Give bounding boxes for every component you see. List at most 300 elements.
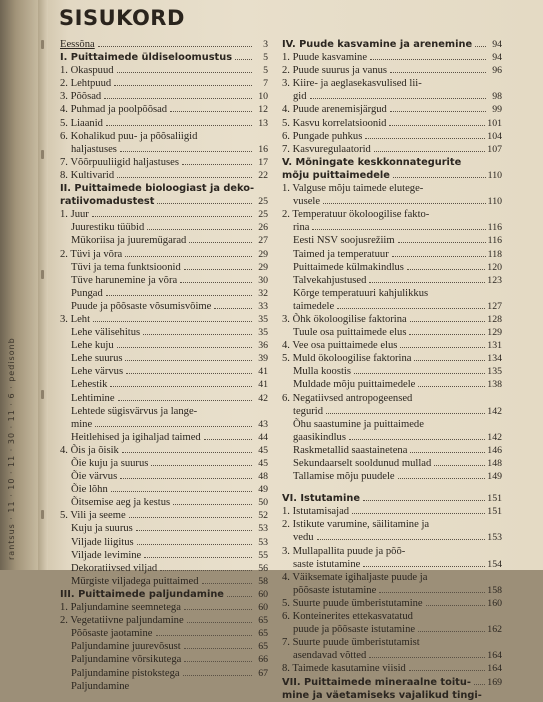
toc-page-number: 26 [258,222,268,234]
toc-entry [60,313,268,326]
toc-section-entry [282,38,502,51]
toc-leader-dots [93,321,252,322]
toc-leader-dots [418,631,485,632]
toc-page-number: 22 [258,169,268,181]
toc-leader-dots [180,282,252,283]
toc-entry-text: Eesti NSV soojusrežiim [293,235,395,247]
toc-entry-text: ratiivomadustest [60,196,155,208]
toc-entry [60,640,268,653]
toc-entry-text: VII. Puittaimede mineraalne toitu- [282,676,471,688]
toc-page-number: 5 [263,65,268,77]
toc-page-number: 36 [258,340,268,352]
toc-entry-text: Õie lõhn [71,484,108,496]
toc-leader-dots [106,125,252,126]
toc-section-entry [282,492,502,505]
toc-page-number: 43 [258,418,268,430]
toc-right-column [282,38,502,702]
toc-page-number: 67 [258,667,268,679]
toc-entry [282,234,502,247]
toc-leader-dots [143,334,252,335]
toc-entry-text: Tallamise mõju puudele [293,471,395,483]
toc-entry [60,326,268,339]
toc-entry [282,623,502,636]
toc-page-number: 65 [258,615,268,627]
toc-entry-text: Kõrge temperatuuri kahjulikkus [293,287,429,299]
toc-entry [60,457,268,470]
toc-entry-text: Paljundamine juurevõsust [71,641,181,653]
toc-entry [60,339,268,352]
toc-entry-text: Taimed ja temperatuur [293,248,389,260]
toc-entry [60,208,268,221]
toc-entry-text: 6. Negatiivsed antropogeensed [282,392,413,404]
adjacent-page-edge [0,0,40,570]
toc-entry-text: II. Puittaimede bioloogiast ja deko- [60,183,255,195]
toc-entry-text: 7. Võõrpuuliigid haljastuses [60,156,179,168]
toc-leader-dots [184,648,252,649]
toc-page-number: 149 [487,471,502,483]
toc-entry [60,405,268,418]
toc-entry-text: 1. Paljundamine seemnetega [60,602,181,614]
toc-entry [282,182,502,195]
toc-leader-dots [393,177,486,178]
page-binding [38,0,48,570]
toc-entry [282,662,502,675]
toc-entry-text: 4. Väiksemate igihaljaste puude ja [282,571,428,583]
toc-entry-text: gaasikindlus [293,431,346,443]
toc-entry-text: 5. Liaanid [60,117,103,129]
toc-entry [282,418,502,431]
toc-leader-dots [117,347,252,348]
binding-stitch [41,510,44,519]
toc-page-number: 158 [487,584,502,596]
toc-leader-dots [392,256,486,257]
toc-entry-text: asendavad võtted [293,650,367,662]
toc-leader-dots [434,465,485,466]
toc-page-number: 56 [258,562,268,574]
toc-page-number: 58 [258,575,268,587]
toc-entry [282,365,502,378]
toc-leader-dots [92,216,252,217]
toc-entry-text: taimedele [293,300,335,312]
toc-entry [60,234,268,247]
toc-entry [282,51,502,64]
toc-entry [60,352,268,365]
toc-entry-text: Viljade levimine [71,549,142,561]
toc-entry [282,90,502,103]
page-title: SISUKORD [59,6,185,30]
toc-section-entry [60,195,268,208]
toc-page-number: 65 [258,628,268,640]
toc-leader-dots [114,85,252,86]
toc-entry [60,549,268,562]
toc-leader-dots [117,177,252,178]
toc-entry-text: 4. Puude arenemisjärgud [282,104,387,116]
toc-entry [282,431,502,444]
toc-leader-dots [337,308,485,309]
toc-leader-dots [129,517,252,518]
toc-entry-text: põõsaste istutamine [293,584,377,596]
toc-leader-dots [173,504,252,505]
toc-entry [282,470,502,483]
toc-entry [282,195,502,208]
toc-page-number: 29 [258,261,268,273]
toc-entry [282,392,502,405]
toc-entry [60,261,268,274]
binding-stitch [41,270,44,279]
toc-entry-text: III. Puittaimede paljundamine [60,588,224,600]
toc-entry [60,221,268,234]
toc-page-number: 65 [258,641,268,653]
toc-entry [60,536,268,549]
toc-leader-dots [120,151,252,152]
toc-entry [282,77,502,90]
toc-page-number: 25 [258,196,268,208]
toc-entry [282,274,502,287]
toc-page-number: 44 [258,431,268,443]
toc-entry-text: haljastuses [71,143,117,155]
toc-leader-dots [126,373,252,374]
toc-page-number: 39 [258,353,268,365]
toc-entry [282,545,502,558]
toc-entry-text: 5. Muld ökoloogilise faktorina [282,353,412,365]
toc-entry [282,584,502,597]
toc-entry [282,117,502,130]
toc-leader-dots [122,452,252,453]
toc-leader-dots [349,439,485,440]
toc-leader-dots [365,138,485,139]
toc-entry-text: Lehe suurus [71,353,123,365]
toc-page-number: 142 [487,431,502,443]
toc-entry [60,614,268,627]
toc-entry [282,143,502,156]
toc-leader-dots [354,373,485,374]
toc-entry [282,339,502,352]
toc-leader-dots [98,46,252,47]
toc-entry-text: 6. Pungade puhkus [282,130,363,142]
toc-entry [282,558,502,571]
toc-entry [282,300,502,313]
toc-leader-dots [137,544,252,545]
toc-page-number: 66 [258,654,268,666]
toc-page-number: 60 [258,588,268,600]
toc-page-number: 12 [258,104,268,116]
toc-entry-text: 2. Lehtpuud [60,78,112,90]
toc-entry [282,221,502,234]
toc-page-number: 169 [487,676,502,688]
toc-entry-text: Tüvi ja tema funktsioonid [71,261,181,273]
toc-page-number: 110 [487,196,502,208]
toc-page-number: 33 [258,300,268,312]
toc-spacer [282,483,502,492]
toc-entry [60,418,268,431]
binding-stitch [41,390,44,399]
toc-entry [60,300,268,313]
toc-entry-text: rina [293,222,310,234]
toc-page-number: 123 [487,274,502,286]
toc-entry [282,505,502,518]
toc-entry-text: 3. Põõsad [60,91,102,103]
toc-entry [282,649,502,662]
toc-entry [282,352,502,365]
toc-entry-text: Heitlehised ja igihaljad taimed [71,431,201,443]
toc-entry [60,38,268,51]
toc-entry [282,636,502,649]
toc-section-entry [282,169,502,182]
toc-entry-text: Sekundaarselt sooldunud mullad [293,458,432,469]
toc-section-entry [60,588,268,601]
toc-entry-text: Tüve harunemine ja võra [71,274,178,286]
toc-entry-text: Viljade liigitus [71,536,134,548]
toc-leader-dots [117,72,252,73]
toc-entry-text: Lehe välisehitus [71,327,141,339]
toc-page-number: 118 [487,248,502,260]
toc-page-number: 164 [487,663,502,675]
toc-entry [282,597,502,610]
toc-page-number: 45 [258,444,268,456]
toc-entry-text: Õie värvus [71,471,118,483]
toc-page-number: 16 [258,143,268,155]
toc-page-number: 127 [487,300,502,312]
toc-leader-dots [369,282,485,283]
book-page [38,0,543,701]
toc-entry-text: VI. Istutamine [282,493,360,505]
toc-page-number: 160 [487,597,502,609]
toc-leader-dots [104,98,252,99]
toc-entry [282,518,502,531]
toc-page-number: 41 [258,379,268,391]
toc-page-number: 27 [258,235,268,247]
toc-entry [282,378,502,391]
toc-entry [282,326,502,339]
toc-entry [282,248,502,261]
toc-entry [60,77,268,90]
toc-entry [60,667,268,680]
toc-page-number: 128 [487,313,502,325]
toc-leader-dots [418,386,485,387]
toc-entry [60,444,268,457]
toc-entry-text: vedu [293,532,314,544]
toc-page-number: 99 [492,104,502,116]
toc-leader-dots [157,203,252,204]
toc-leader-dots [369,657,485,658]
toc-entry-text: Paljundamine [71,680,130,692]
toc-entry-text: 2. Temperatuur ökoloogilise fakto- [282,209,430,221]
toc-page-number: 52 [258,510,268,522]
toc-page-number: 151 [487,493,502,505]
toc-leader-dots [156,635,253,636]
toc-page-number: 42 [258,392,268,404]
toc-entry-text: V. Mõningate keskkonnategurite [282,156,462,168]
toc-leader-dots [390,72,486,73]
toc-leader-dots [189,242,252,243]
toc-entry-text: Tuule osa puittaimede elus [293,327,407,339]
toc-entry [60,392,268,405]
toc-leader-dots [202,583,253,584]
toc-entry [60,117,268,130]
toc-page-number: 45 [258,458,268,469]
toc-entry [60,64,268,77]
toc-entry-text: Talvekahjustused [293,274,367,286]
toc-entry [60,287,268,300]
toc-entry-text: tegurid [293,405,324,417]
toc-page-number: 55 [258,549,268,561]
toc-entry-text: Lehestik [71,379,108,391]
toc-page-number: 151 [487,506,502,518]
toc-entry [60,562,268,575]
toc-entry [60,575,268,588]
toc-leader-dots [374,151,485,152]
toc-entry-text: Lehe värvus [71,366,124,378]
toc-leader-dots [352,513,485,514]
toc-leader-dots [125,360,252,361]
toc-entry-text: 8. Taimede kasutamine viisid [282,663,406,675]
toc-entry-text: Lehe kuju [71,340,114,352]
toc-leader-dots [474,684,485,685]
toc-entry-text: Paljundamine pistokstega [71,667,180,679]
toc-leader-dots [390,111,486,112]
toc-leader-dots [407,269,485,270]
toc-page-number: 116 [487,235,502,247]
toc-leader-dots [204,439,252,440]
toc-page-number: 50 [258,497,268,509]
toc-leader-dots [475,46,486,47]
toc-entry-text: 3. Mullapallita puude ja põõ- [282,545,406,557]
toc-entry [282,571,502,584]
toc-leader-dots [147,229,252,230]
toc-entry [60,130,268,143]
toc-leader-dots [310,98,486,99]
toc-page-number: 25 [258,209,268,221]
toc-leader-dots [95,426,252,427]
toc-page-number: 49 [258,484,268,496]
toc-entry-text: saste istutamine [293,558,361,570]
toc-entry-text: vusele [293,196,321,208]
toc-page-number: 96 [492,65,502,77]
toc-leader-dots [414,360,485,361]
toc-entry-text: 3. Leht [60,313,91,325]
toc-entry-text: Paljundamine võrsikutega [71,654,182,666]
toc-entry-text: 1. Valguse mõju taimede elutege- [282,183,424,195]
toc-page-number: 98 [492,91,502,103]
toc-leader-dots [160,570,252,571]
toc-section-entry [282,676,502,689]
toc-entry [60,156,268,169]
toc-page-number: 153 [487,532,502,544]
toc-entry-text: I. Puittaimede üldiseloomustus [60,52,233,64]
toc-entry-text: gid [293,91,307,103]
toc-entry-text: Pungad [71,287,103,299]
toc-entry [282,531,502,544]
toc-leader-dots [370,59,486,60]
toc-entry [60,509,268,522]
toc-leader-dots [389,125,485,126]
toc-entry [60,143,268,156]
toc-leader-dots [136,530,252,531]
toc-page-number: 104 [487,130,502,142]
toc-leader-dots [410,321,486,322]
toc-entry [282,457,502,470]
toc-page-number: 30 [258,274,268,286]
toc-page-number: 35 [258,327,268,339]
toc-entry-text: Mürgiste viljadega puittaimed [71,575,199,587]
toc-page-number: 94 [492,52,502,64]
toc-entry-text: 5. Vili ja seeme [60,510,126,522]
toc-entry [282,64,502,77]
toc-leader-dots [118,400,252,401]
toc-entry-text: 8. Kultivarid [60,169,115,181]
toc-entry-text: Muldade mõju puittaimedele [293,379,416,391]
toc-entry [282,103,502,116]
toc-page-number: 134 [487,353,502,365]
toc-page-number: 29 [258,248,268,260]
toc-leader-dots [144,557,252,558]
toc-leader-dots [317,539,486,540]
toc-entry [60,169,268,182]
toc-entry [60,680,268,693]
toc-entry-text: 2. Tüvi ja võra [60,248,123,260]
toc-leader-dots [400,347,485,348]
toc-page-number: 131 [487,340,502,352]
toc-page-number: 5 [263,52,268,64]
toc-entry [60,248,268,261]
toc-entry-text: 3. Kiire- ja aeglasekasvulised lii- [282,78,422,90]
toc-entry [282,610,502,623]
toc-page-number: 110 [487,169,502,181]
toc-entry-text: Lehtede sügisvärvus ja lange- [71,405,198,417]
toc-leader-dots [398,478,486,479]
toc-leader-dots [184,661,252,662]
toc-leader-dots [363,500,485,501]
toc-entry-text: Õie kuju ja suurus [71,458,149,469]
toc-entry-text: 6. Kohalikud puu- ja põõsaliigid [60,130,198,142]
toc-entry-text: Eessõna [60,39,95,50]
toc-leader-dots [323,203,486,204]
toc-page-number: 41 [258,366,268,378]
toc-section-entry [282,156,502,169]
toc-entry-text: Põõsaste jaotamine [71,628,153,640]
toc-page-number: 48 [258,471,268,483]
adjacent-page-text: rantsus · 11 · 10 · 11 · 30 · 11 · 6 · pedisonb [7,337,16,560]
toc-entry-text: 2. Istikute varumine, säilitamine ja [282,519,430,531]
toc-leader-dots [409,334,485,335]
toc-entry-text: 5. Kasvu korrelatsioonid [282,117,387,129]
toc-entry-text: Puittaimede külmakindlus [293,261,404,273]
toc-entry-text: Raskmetallid saastainetena [293,444,408,456]
toc-page-number: 17 [258,156,268,168]
toc-leader-dots [184,609,252,610]
toc-entry-text: Puude ja põõsaste võsumisvõime [71,300,212,312]
toc-entry-text: 4. Vee osa puittaimede elus [282,340,398,352]
toc-entry [60,90,268,103]
toc-entry [60,483,268,496]
toc-leader-dots [187,622,252,623]
toc-page-number: 35 [258,313,268,325]
toc-page-number: 60 [258,602,268,614]
toc-page-number: 10 [258,91,268,103]
toc-page-number: 148 [487,458,502,469]
toc-entry-text: Lehtimine [71,392,115,404]
binding-stitch [41,150,44,159]
toc-entry-text: mine [71,418,93,430]
toc-page-number: 53 [258,523,268,535]
toc-entry-text: Dekoratiivsed viljad [71,562,158,574]
toc-leader-dots [183,675,252,676]
toc-page-number: 129 [487,327,502,339]
toc-entry-text: IV. Puude kasvamine ja arenemine [282,39,473,50]
toc-page-number: 7 [263,78,268,90]
toc-entry-text: 1. Okaspuud [60,65,114,77]
toc-entry [282,261,502,274]
